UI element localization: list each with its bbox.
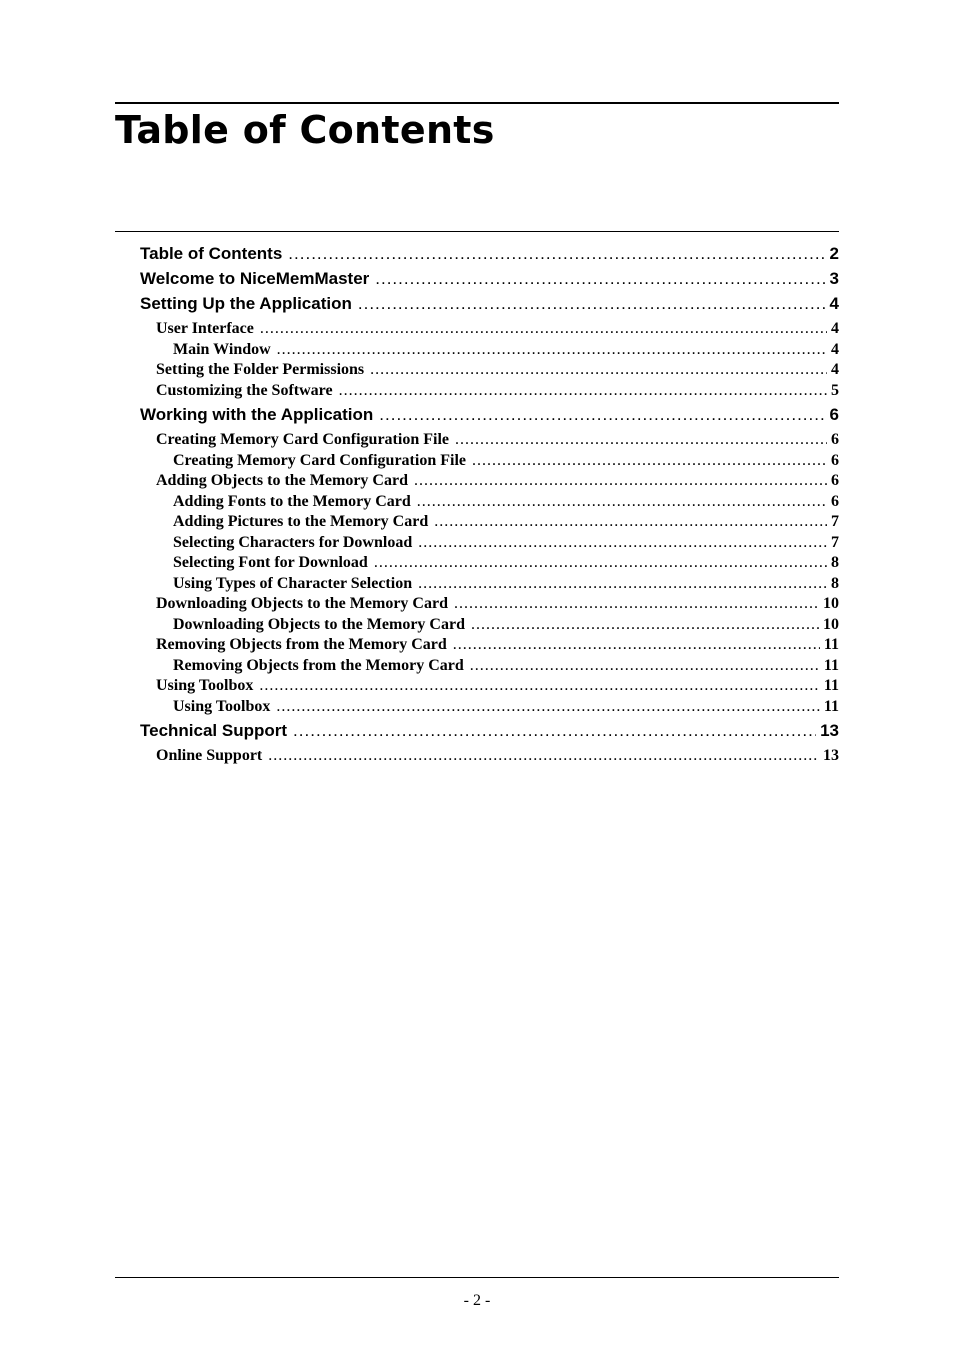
toc-entry-page-number: 4 — [829, 294, 839, 313]
table-of-contents — [140, 243, 839, 767]
toc-entry-level-2[interactable] — [140, 381, 839, 402]
toc-entry-title: Adding Objects to the Memory Card — [156, 472, 408, 489]
toc-entry-page-number: 10 — [823, 595, 839, 612]
toc-entry-title: Downloading Objects to the Memory Card — [173, 615, 465, 633]
toc-entry-level-1[interactable] — [140, 243, 839, 268]
toc-entry-title: Downloading Objects to the Memory Card — [156, 595, 448, 612]
toc-dot-leader — [414, 473, 827, 489]
toc-entry-level-2[interactable] — [140, 594, 839, 615]
toc-entry-page-number: 4 — [831, 340, 839, 358]
toc-entry-page-number: 5 — [831, 381, 839, 399]
toc-entry-page-number: 6 — [831, 451, 839, 469]
toc-entry-title: Removing Objects from the Memory Card — [173, 656, 464, 674]
toc-entry-level-3[interactable] — [140, 615, 839, 636]
toc-entry-page-number: 2 — [829, 244, 839, 263]
toc-dot-leader — [277, 342, 827, 358]
toc-dot-leader — [358, 295, 826, 312]
toc-entry-title: Using Toolbox — [156, 677, 254, 694]
toc-entry-page-number: 6 — [831, 492, 839, 510]
toc-dot-leader — [260, 321, 827, 337]
toc-entry-title: Welcome to NiceMemMaster — [140, 269, 370, 288]
toc-dot-leader — [288, 245, 825, 262]
toc-dot-leader — [434, 514, 827, 530]
toc-entry-page-number: 10 — [823, 615, 839, 633]
toc-entry-title: User Interface — [156, 320, 254, 337]
toc-entry-page-number: 13 — [823, 747, 839, 764]
toc-entry-title: Setting Up the Application — [140, 294, 352, 313]
toc-entry-title: Online Support — [156, 747, 263, 764]
toc-entry-level-2[interactable] — [140, 430, 839, 451]
toc-dot-leader — [453, 637, 820, 653]
toc-dot-leader — [374, 555, 827, 571]
toc-entry-title: Using Types of Character Selection — [173, 574, 413, 592]
toc-dot-leader — [455, 432, 827, 448]
footer-rule — [115, 1277, 839, 1278]
page-number: - 2 - — [463, 1292, 491, 1309]
toc-entry-page-number: 7 — [831, 513, 839, 530]
toc-entry-level-2[interactable] — [140, 360, 839, 381]
toc-dot-leader — [470, 658, 820, 674]
toc-entry-level-3[interactable] — [140, 512, 839, 533]
toc-entry-page-number: 11 — [823, 636, 839, 653]
toc-entry-page-number: 11 — [823, 697, 839, 715]
toc-entry-level-3[interactable] — [140, 492, 839, 513]
toc-entry-level-3[interactable] — [140, 533, 839, 554]
toc-entry-level-2[interactable] — [140, 746, 839, 767]
toc-entry-level-3[interactable] — [140, 340, 839, 361]
toc-entry-page-number: 13 — [820, 721, 839, 740]
toc-dot-leader — [375, 270, 825, 287]
toc-dot-leader — [454, 596, 819, 612]
toc-entry-page-number: 7 — [831, 533, 839, 551]
toc-entry-page-number: 11 — [823, 656, 839, 674]
toc-dot-leader — [293, 722, 816, 739]
toc-entry-title: Working with the Application — [140, 405, 374, 424]
toc-entry-title: Adding Pictures to the Memory Card — [173, 513, 429, 530]
toc-entry-page-number: 4 — [831, 361, 839, 378]
toc-entry-title: Selecting Font for Download — [173, 554, 368, 571]
toc-entry-page-number: 4 — [831, 320, 839, 337]
toc-entry-level-1[interactable] — [140, 720, 839, 745]
toc-entry-page-number: 6 — [831, 431, 839, 448]
toc-entry-level-3[interactable] — [140, 451, 839, 472]
toc-dot-leader — [276, 699, 819, 715]
toc-top-rule — [115, 231, 839, 232]
toc-entry-level-2[interactable] — [140, 319, 839, 340]
toc-entry-title: Using Toolbox — [173, 697, 271, 715]
toc-entry-level-3[interactable] — [140, 553, 839, 574]
toc-dot-leader — [339, 383, 827, 399]
toc-entry-page-number: 8 — [831, 574, 839, 592]
toc-entry-title: Table of Contents — [140, 244, 283, 263]
toc-entry-level-1[interactable] — [140, 404, 839, 429]
toc-entry-title: Technical Support — [140, 721, 288, 740]
toc-entry-page-number: 3 — [829, 269, 839, 288]
toc-entry-page-number: 6 — [829, 405, 839, 424]
toc-entry-page-number: 6 — [831, 472, 839, 489]
toc-entry-page-number: 11 — [823, 677, 839, 694]
toc-entry-title: Adding Fonts to the Memory Card — [173, 492, 411, 510]
toc-entry-title: Setting the Folder Permissions — [156, 361, 365, 378]
toc-entry-title: Customizing the Software — [156, 381, 333, 399]
toc-dot-leader — [417, 494, 827, 510]
toc-dot-leader — [268, 748, 819, 764]
toc-entry-title: Main Window — [173, 340, 271, 358]
toc-entry-level-2[interactable] — [140, 676, 839, 697]
toc-entry-level-3[interactable] — [140, 697, 839, 718]
toc-entry-level-1[interactable] — [140, 268, 839, 293]
toc-dot-leader — [472, 453, 827, 469]
toc-dot-leader — [379, 406, 825, 423]
toc-dot-leader — [418, 535, 827, 551]
toc-entry-title: Creating Memory Card Configuration File — [173, 451, 466, 469]
toc-entry-title: Selecting Characters for Download — [173, 533, 413, 551]
toc-entry-level-2[interactable] — [140, 471, 839, 492]
page-title: Table of Contents — [115, 108, 495, 152]
toc-dot-leader — [418, 576, 827, 592]
toc-entry-title: Creating Memory Card Configuration File — [156, 431, 449, 448]
toc-dot-leader — [471, 617, 819, 633]
toc-entry-level-3[interactable] — [140, 656, 839, 677]
toc-entry-title: Removing Objects from the Memory Card — [156, 636, 447, 653]
toc-dot-leader — [259, 678, 819, 694]
toc-entry-page-number: 8 — [831, 554, 839, 571]
toc-dot-leader — [370, 362, 827, 378]
toc-entry-level-3[interactable] — [140, 574, 839, 595]
toc-entry-level-1[interactable] — [140, 293, 839, 318]
toc-entry-level-2[interactable] — [140, 635, 839, 656]
